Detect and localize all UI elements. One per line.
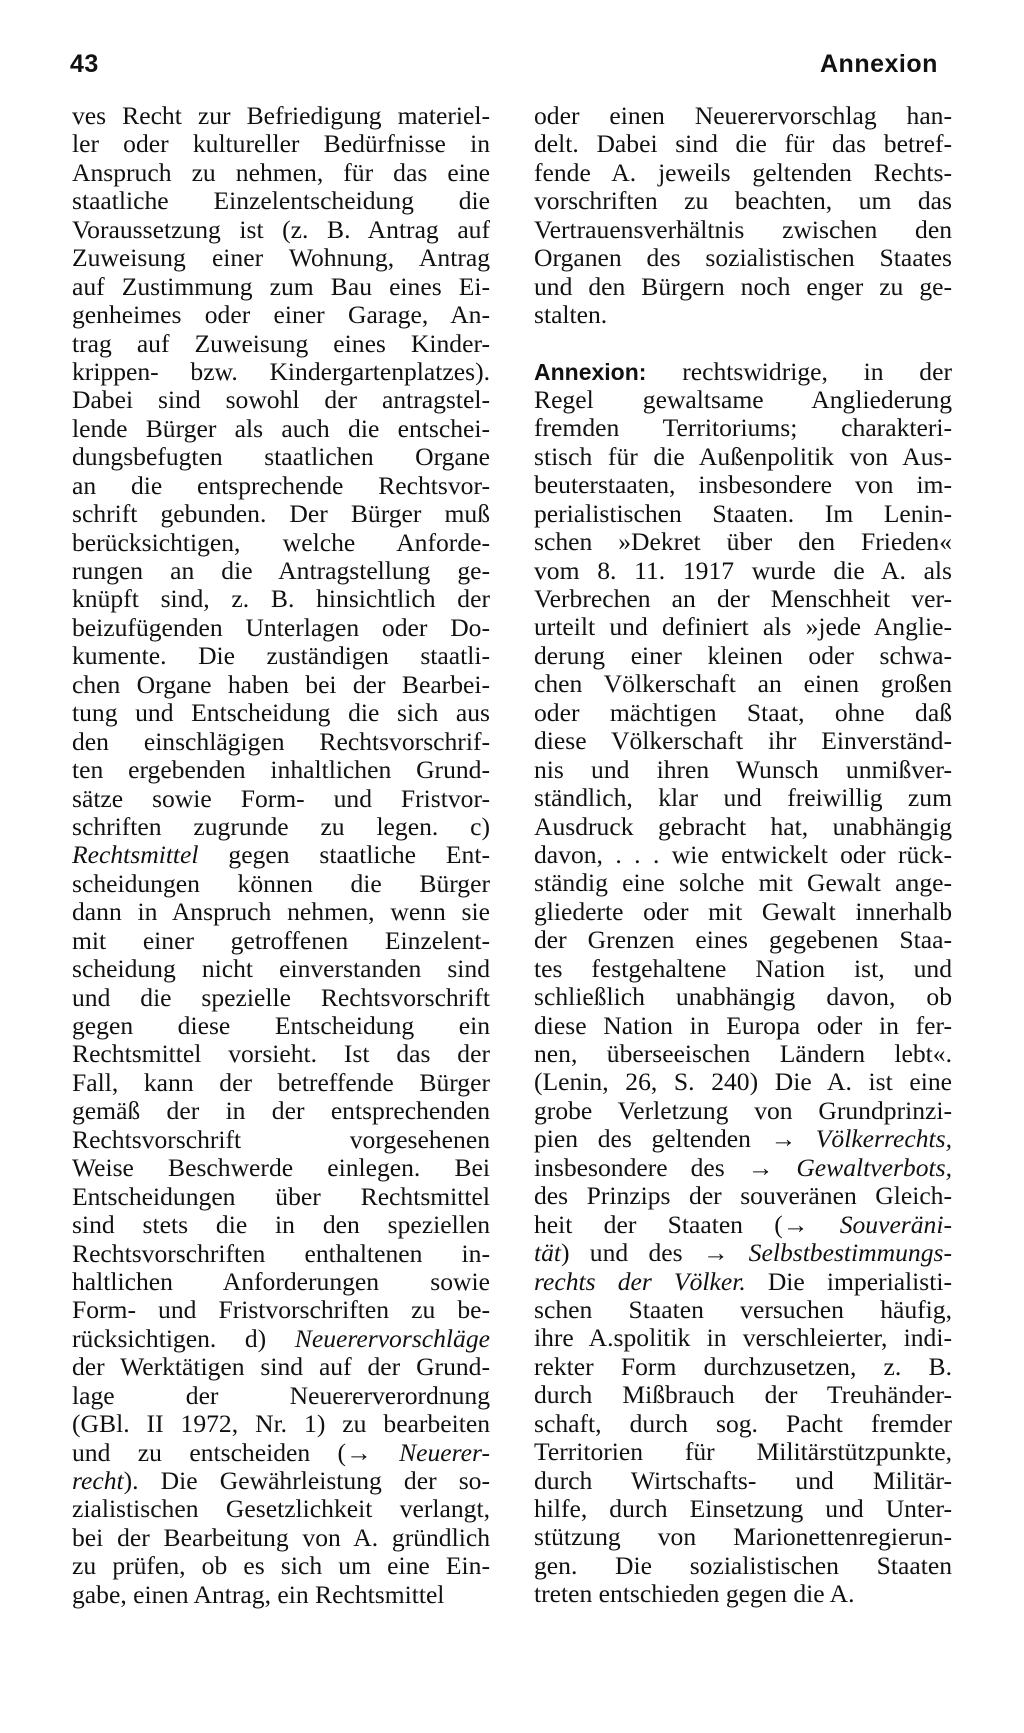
text-line: vorschriften zu beachten, um das	[534, 186, 952, 216]
text-line: stisch für die Außenpolitik von Aus-	[534, 441, 952, 471]
text-line: des Prinzips der souveränen Gleich-	[534, 1181, 952, 1211]
text-line: durch Wirtschafts- und Militär-	[534, 1465, 952, 1495]
text-line: Rechtsvorschriften enthaltenen in-	[72, 1238, 490, 1268]
text-line: kumente. Die zuständigen staatli-	[72, 641, 490, 671]
text-line	[534, 358, 952, 386]
text-line: (GBl. II 1972, Nr. 1) zu bearbeiten	[72, 1409, 490, 1439]
text-line: (Lenin, 26, S. 240) Die A. ist eine	[534, 1067, 952, 1097]
text-segment: Die imperialisti-	[745, 1266, 952, 1296]
text-line: stalten.	[534, 300, 608, 330]
italic-cross-reference: Souveräni-	[839, 1209, 952, 1239]
text-line: chen Organe haben bei der Bearbei-	[72, 669, 490, 699]
text-line: schrift gebunden. Der Bürger muß	[72, 499, 490, 529]
text-line: stützung von Marionettenregierun-	[534, 1522, 952, 1552]
text-line	[72, 1325, 490, 1353]
text-line: schen »Dekret über den Frieden«	[534, 527, 952, 557]
text-line: derung einer kleinen oder schwa-	[534, 640, 952, 670]
text-line: Weise Beschwerde einlegen. Bei	[72, 1153, 490, 1183]
text-line: diese Völkerschaft ihr Einverständ-	[534, 726, 952, 756]
text-line: vom 8. 11. 1917 wurde die A. als	[534, 555, 952, 585]
text-segment: pien des geltenden →	[534, 1124, 816, 1154]
text-line: staatliche Einzelentscheidung die	[72, 186, 490, 216]
text-line: ständig eine solche mit Gewalt ange-	[534, 868, 952, 898]
page-number: 43	[70, 50, 99, 78]
text-line: tes festgehaltene Nation ist, und	[534, 953, 952, 983]
text-line: ihre A.spolitik in verschleierter, indi-	[534, 1323, 952, 1353]
text-line	[534, 1211, 952, 1239]
text-line: ves Recht zur Befriedigung materiel-	[72, 101, 490, 130]
annexion-entry	[534, 358, 952, 1609]
text-segment: insbesondere des →	[534, 1152, 797, 1182]
text-line: Rechtsmittel vorsieht. Ist das der	[72, 1039, 490, 1069]
text-line: hilfe, durch Einsetzung und Unter-	[534, 1494, 952, 1523]
text-line: bei der Bearbeitung von A. gründlich	[72, 1522, 490, 1552]
text-line: haltlichen Anforderungen sowie	[72, 1266, 490, 1296]
text-line: ten ergebenden inhaltlichen Grund-	[72, 755, 490, 785]
text-line: der Grenzen eines gegebenen Staa-	[534, 925, 952, 955]
text-line: perialistischen Staaten. Im Lenin-	[534, 498, 952, 528]
text-line: auf Zustimmung zum Bau eines Ei-	[72, 271, 490, 301]
text-line: knüpft sind, z. B. hinsichtlich der	[72, 584, 490, 614]
italic-cross-reference: Völkerrechts,	[815, 1124, 952, 1154]
text-line	[534, 1125, 952, 1153]
text-line: schen Staaten versuchen häufig,	[534, 1294, 952, 1324]
text-line: sind stets die in den speziellen	[72, 1210, 490, 1240]
text-line: davon, . . . wie entwickelt oder rück-	[534, 839, 952, 869]
text-line: Verbrechen an der Menschheit ver-	[534, 584, 952, 613]
text-line: Ausdruck gebracht hat, unabhängig	[534, 811, 952, 841]
text-segment: heit der Staaten (→	[534, 1209, 840, 1239]
text-line: trag auf Zuweisung eines Kinder-	[72, 328, 490, 358]
text-line: nis und ihren Wunsch unmißver-	[534, 754, 952, 784]
italic-cross-reference: Neuerervorschläge	[294, 1323, 490, 1353]
text-line: chen Völkerschaft an einen großen	[534, 669, 952, 699]
text-line: und den Bürgern noch enger zu ge-	[534, 271, 952, 301]
italic-cross-reference: tät	[534, 1238, 562, 1268]
text-line: Organen des sozialistischen Staates	[534, 243, 952, 273]
text-line: oder einen Neuerervorschlag han-	[534, 101, 952, 130]
text-line: nen, überseeischen Ländern lebt«.	[534, 1039, 952, 1068]
text-line: lende Bürger als auch die entschei-	[72, 413, 490, 443]
text-line: sätze sowie Form- und Fristvor-	[72, 783, 490, 813]
italic-cross-reference: Gewaltverbots,	[796, 1152, 952, 1182]
italic-cross-reference: Rechtsmittel	[72, 840, 199, 870]
text-line: schaft, durch sog. Pacht fremder	[534, 1408, 952, 1438]
text-line: Rechtsvorschrift vorgesehenen	[72, 1124, 490, 1154]
text-line: der Werktätigen sind auf der Grund-	[72, 1352, 490, 1382]
italic-cross-reference: Selbstbestimmungs-	[748, 1238, 952, 1268]
text-line: Voraussetzung ist (z. B. Antrag auf	[72, 214, 490, 244]
previous-entry-continuation	[534, 102, 952, 330]
text-line	[72, 841, 490, 869]
entry-body	[534, 386, 952, 1609]
text-line: treten entschieden gegen die A.	[534, 1579, 855, 1609]
text-line: urteilt und definiert als »jede Anglie-	[534, 612, 952, 642]
text-line	[534, 1268, 952, 1296]
text-line: genheimes oder einer Garage, An-	[72, 300, 490, 330]
left-column	[72, 102, 490, 1609]
text-line: dungsbefugten staatlichen Organe	[72, 442, 490, 472]
text-line: Fall, kann der betreffende Bürger	[72, 1067, 490, 1097]
text-line: Regel gewaltsame Angliederung	[534, 384, 952, 414]
italic-cross-reference: recht	[72, 1466, 124, 1495]
text-line: dann in Anspruch nehmen, wenn sie	[72, 897, 490, 927]
text-line: mit einer getroffenen Einzelent-	[72, 925, 490, 955]
text-segment: und zu entscheiden (→	[72, 1437, 400, 1467]
text-line: Zuweisung einer Wohnung, Antrag	[72, 243, 490, 273]
text-segment: rechtswidrige, in der	[646, 356, 952, 386]
text-segment: rücksichtigen. d)	[72, 1323, 295, 1353]
text-line: schließlich unabhängig davon, ob	[534, 982, 952, 1012]
text-segment: ). Die Gewährleistung der so-	[123, 1466, 490, 1495]
text-line	[534, 1154, 952, 1182]
text-line: diese Nation in Europa oder in fer-	[534, 1010, 952, 1040]
text-line: ler oder kultureller Bedürfnisse in	[72, 129, 490, 159]
right-column	[534, 102, 952, 1609]
text-segment: ) und des →	[561, 1238, 749, 1268]
text-line: scheidungen können die Bürger	[72, 868, 490, 898]
text-line: Entscheidungen über Rechtsmittel	[72, 1181, 490, 1211]
text-line: rungen an die Antragstellung ge-	[72, 556, 490, 585]
running-head: Annexion	[820, 50, 938, 78]
text-line: durch Mißbrauch der Treuhänder-	[534, 1380, 952, 1410]
text-line: ständlich, klar und freiwillig zum	[534, 783, 952, 813]
text-line: oder mächtigen Staat, ohne daß	[534, 697, 952, 727]
text-line: grobe Verletzung von Grundprinzi-	[534, 1095, 952, 1125]
text-line: delt. Dabei sind die für das betref-	[534, 129, 952, 159]
italic-cross-reference: Neuerer-	[399, 1437, 490, 1467]
text-line: Form- und Fristvorschriften zu be-	[72, 1295, 490, 1325]
text-line	[72, 1467, 490, 1495]
text-line: rekter Form durchzusetzen, z. B.	[534, 1351, 952, 1381]
text-line	[72, 1439, 490, 1467]
text-line: tung und Entscheidung die sich aus	[72, 698, 490, 728]
text-segment: gegen staatliche Ent-	[198, 840, 490, 870]
text-line: scheidung nicht einverstanden sind	[72, 954, 490, 984]
text-line: gabe, einen Antrag, ein Rechtsmittel	[72, 1579, 445, 1609]
text-line: krippen- bzw. Kindergartenplatzes).	[72, 356, 490, 386]
text-line: berücksichtigen, welche Anforde-	[72, 527, 490, 557]
text-line: den einschlägigen Rechtsvorschrif-	[72, 726, 490, 756]
entry-spacer	[534, 330, 952, 358]
text-line: schriften zugrunde zu legen. c)	[72, 811, 490, 841]
text-line	[534, 1239, 952, 1267]
text-line: zialistischen Gesetzlichkeit verlangt,	[72, 1494, 490, 1524]
text-line: und die spezielle Rechtsvorschrift	[72, 982, 490, 1012]
text-line: fende A. jeweils geltenden Rechts-	[534, 157, 952, 187]
text-line: Dabei sind sowohl der antragstel-	[72, 385, 490, 415]
italic-cross-reference: rechts der Völker.	[534, 1266, 746, 1296]
text-line: Anspruch zu nehmen, für das eine	[72, 157, 490, 187]
text-line: gegen diese Entscheidung ein	[72, 1011, 490, 1040]
text-line: fremden Territoriums; charakteri-	[534, 413, 952, 443]
text-line: zu prüfen, ob es sich um eine Ein-	[72, 1551, 490, 1581]
entry-term: Annexion:	[534, 358, 647, 385]
text-line: gliederte oder mit Gewalt innerhalb	[534, 896, 952, 926]
text-line: gemäß der in der entsprechenden	[72, 1096, 490, 1126]
text-line: Vertrauensverhältnis zwischen den	[534, 214, 952, 244]
text-line: gen. Die sozialistischen Staaten	[534, 1550, 952, 1580]
text-line: an die entsprechende Rechtsvor-	[72, 470, 490, 500]
text-line: beuterstaaten, insbesondere von im-	[534, 470, 952, 500]
text-line: lage der Neuererverordnung	[72, 1380, 490, 1410]
text-line: beizufügenden Unterlagen oder Do-	[72, 612, 490, 642]
text-line: Territorien für Militärstützpunkte,	[534, 1437, 952, 1467]
